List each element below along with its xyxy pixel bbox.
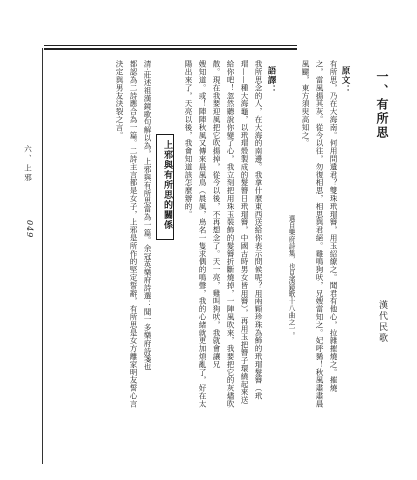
margin-rule (42, 48, 43, 464)
page-number: 049 (25, 220, 34, 239)
original-heading: 原文： (340, 66, 350, 95)
top-rule (44, 45, 297, 46)
commentary-line: 清·莊述祖漢鏡歌句解以為，上邪與有所思當為一篇。余冠英樂府詩選：聞一多樂府詩箋也 (143, 60, 152, 371)
original-line: 有所思，乃在大海南。何用問遺君？雙珠玳瑁簪，用玉紹繚之。聞君有他心，拉雜摧燒之。摧燒 (329, 60, 338, 392)
source-note: 選自樂府詩集，也見漢鏡歌十八曲之一。 (287, 215, 295, 340)
top-rule-thick (44, 48, 297, 50)
translation-line: 散。現在我要迎風把它吹揚掉，從今以後，不再想念了。天一亮，雞叫狗吠，我就會讓兄 (212, 60, 221, 369)
translation-line: 給你吧！忽然聽說你變了心，我立刻把用珠玉裝飾的髮簪折斷燒掉，一陣風吹來，我要把它的灰燼吹 (226, 60, 235, 408)
commentary-line: 決定與男友決裂之言。 (115, 60, 124, 139)
commentary-line: 都認為二詩應合為一篇。二詩主言都是女子，上邪是所作的堅定誓辭，有所思是女方離家明友誓心言 (129, 60, 138, 408)
translation-heading: 語譯： (266, 66, 276, 95)
translation-line: 陽出來了，天亮以後，我會知道該怎麼辦的。 (184, 60, 193, 218)
original-line: 風颸，東方須臾高知之。 (301, 60, 310, 147)
translation-line: 我所思念的人，在大海的南邊。我拿什麼東西送給你表示問候呢？用兩顆珍珠為飾的玳瑁髮簪（玳 (254, 60, 263, 400)
translation-line: 嫂知道。或！陣陣秋風又傳來晨風鳥（晨風，鳥名一隻求偶的鳴聲，我的心緒就更加煩亂了，好在太 (198, 60, 207, 408)
poem-title: 一、有所思 (375, 70, 389, 140)
original-line: 之，當風揚其灰。從今以往，勿復相思，相思與君絕。雞鳴狗吠，兄嫂當知之。妃呼豨！秋風肅肅晨 (315, 60, 324, 408)
translation-line: 瑁——種大海龜，以玳瑁殼製成的髮簪日玳瑁簪，中國古時男女皆用簪），再用玉把簪子環繞起來送 (240, 60, 249, 404)
chapter-label: 六、上邪 (23, 145, 33, 183)
poem-author: 漢代民歌 (377, 300, 387, 344)
subheading: 上邪與有所思的關係 (162, 140, 172, 230)
